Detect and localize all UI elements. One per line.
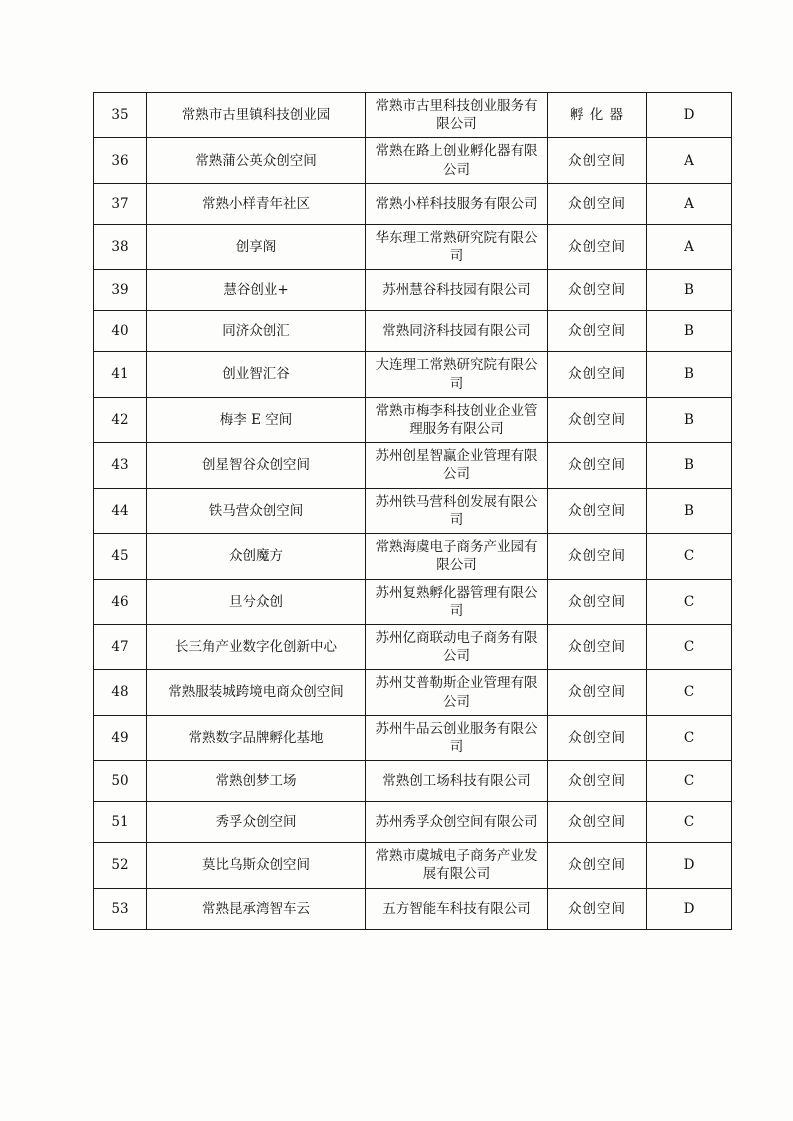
table-row bbox=[94, 761, 732, 802]
cell-grade: D bbox=[647, 888, 732, 929]
cell-name: 创星智谷众创空间 bbox=[147, 443, 366, 488]
cell-name: 慧谷创业+ bbox=[147, 270, 366, 311]
table-row bbox=[94, 443, 732, 488]
cell-organization: 常熟在路上创业孵化器有限公司 bbox=[366, 138, 548, 183]
cell-organization: 五方智能车科技有限公司 bbox=[366, 888, 548, 929]
cell-index: 44 bbox=[94, 488, 147, 533]
cell-name: 常熟昆承湾智车云 bbox=[147, 888, 366, 929]
cell-name: 常熟服装城跨境电商众创空间 bbox=[147, 670, 366, 715]
cell-name: 创业智汇谷 bbox=[147, 352, 366, 397]
cell-name: 梅李 E 空间 bbox=[147, 397, 366, 442]
cell-index: 51 bbox=[94, 802, 147, 843]
cell-index: 49 bbox=[94, 715, 147, 760]
cell-type: 众创空间 bbox=[548, 224, 647, 269]
cell-type: 众创空间 bbox=[548, 270, 647, 311]
cell-grade: C bbox=[647, 579, 732, 624]
cell-grade: B bbox=[647, 311, 732, 352]
cell-organization: 常熟海虞电子商务产业园有限公司 bbox=[366, 534, 548, 579]
cell-organization: 常熟小样科技服务有限公司 bbox=[366, 183, 548, 224]
cell-index: 50 bbox=[94, 761, 147, 802]
cell-name: 铁马营众创空间 bbox=[147, 488, 366, 533]
cell-grade: B bbox=[647, 352, 732, 397]
table-row bbox=[94, 624, 732, 669]
table-row bbox=[94, 843, 732, 888]
cell-index: 42 bbox=[94, 397, 147, 442]
cell-organization: 常熟市梅李科技创业企业管理服务有限公司 bbox=[366, 397, 548, 442]
cell-organization: 苏州牛品云创业服务有限公司 bbox=[366, 715, 548, 760]
cell-type: 众创空间 bbox=[548, 397, 647, 442]
cell-grade: C bbox=[647, 534, 732, 579]
table-row bbox=[94, 670, 732, 715]
table-row bbox=[94, 802, 732, 843]
cell-organization: 苏州亿商联动电子商务有限公司 bbox=[366, 624, 548, 669]
cell-grade: B bbox=[647, 443, 732, 488]
cell-type: 众创空间 bbox=[548, 624, 647, 669]
cell-type: 众创空间 bbox=[548, 802, 647, 843]
cell-grade: D bbox=[647, 93, 732, 138]
cell-type: 众创空间 bbox=[548, 670, 647, 715]
cell-index: 35 bbox=[94, 93, 147, 138]
cell-type: 众创空间 bbox=[548, 534, 647, 579]
cell-grade: B bbox=[647, 488, 732, 533]
cell-grade: D bbox=[647, 843, 732, 888]
incubator-list-table bbox=[93, 92, 732, 930]
cell-name: 同济众创汇 bbox=[147, 311, 366, 352]
cell-grade: C bbox=[647, 670, 732, 715]
cell-type: 孵 化 器 bbox=[548, 93, 647, 138]
table-row bbox=[94, 534, 732, 579]
cell-index: 48 bbox=[94, 670, 147, 715]
cell-type: 众创空间 bbox=[548, 579, 647, 624]
cell-index: 46 bbox=[94, 579, 147, 624]
cell-organization: 苏州艾普勒斯企业管理有限公司 bbox=[366, 670, 548, 715]
cell-type: 众创空间 bbox=[548, 761, 647, 802]
table-container bbox=[93, 92, 700, 930]
cell-name: 常熟创梦工场 bbox=[147, 761, 366, 802]
cell-grade: C bbox=[647, 761, 732, 802]
cell-name: 创享阁 bbox=[147, 224, 366, 269]
cell-organization: 苏州创星智赢企业管理有限公司 bbox=[366, 443, 548, 488]
cell-type: 众创空间 bbox=[548, 843, 647, 888]
cell-organization: 苏州复熟孵化器管理有限公司 bbox=[366, 579, 548, 624]
cell-type: 众创空间 bbox=[548, 888, 647, 929]
cell-index: 52 bbox=[94, 843, 147, 888]
table-row bbox=[94, 352, 732, 397]
cell-organization: 常熟同济科技园有限公司 bbox=[366, 311, 548, 352]
cell-name: 莫比乌斯众创空间 bbox=[147, 843, 366, 888]
cell-type: 众创空间 bbox=[548, 443, 647, 488]
table-row bbox=[94, 488, 732, 533]
cell-organization: 苏州铁马营科创发展有限公司 bbox=[366, 488, 548, 533]
cell-type: 众创空间 bbox=[548, 488, 647, 533]
cell-grade: B bbox=[647, 270, 732, 311]
cell-type: 众创空间 bbox=[548, 138, 647, 183]
table-row bbox=[94, 138, 732, 183]
cell-index: 37 bbox=[94, 183, 147, 224]
table-body bbox=[94, 93, 732, 930]
cell-organization: 华东理工常熟研究院有限公司 bbox=[366, 224, 548, 269]
table-row bbox=[94, 888, 732, 929]
cell-organization: 大连理工常熟研究院有限公司 bbox=[366, 352, 548, 397]
cell-name: 众创魔方 bbox=[147, 534, 366, 579]
cell-grade: B bbox=[647, 397, 732, 442]
cell-index: 39 bbox=[94, 270, 147, 311]
table-row bbox=[94, 579, 732, 624]
table-row bbox=[94, 93, 732, 138]
cell-grade: C bbox=[647, 715, 732, 760]
table-row bbox=[94, 270, 732, 311]
cell-type: 众创空间 bbox=[548, 311, 647, 352]
cell-name: 常熟数字品牌孵化基地 bbox=[147, 715, 366, 760]
cell-name: 旦兮众创 bbox=[147, 579, 366, 624]
cell-organization: 常熟市虞城电子商务产业发展有限公司 bbox=[366, 843, 548, 888]
cell-organization: 苏州慧谷科技园有限公司 bbox=[366, 270, 548, 311]
cell-name: 常熟小样青年社区 bbox=[147, 183, 366, 224]
cell-grade: C bbox=[647, 624, 732, 669]
table-row bbox=[94, 715, 732, 760]
cell-name: 秀孚众创空间 bbox=[147, 802, 366, 843]
cell-grade: A bbox=[647, 138, 732, 183]
cell-name: 长三角产业数字化创新中心 bbox=[147, 624, 366, 669]
cell-index: 43 bbox=[94, 443, 147, 488]
cell-organization: 苏州秀孚众创空间有限公司 bbox=[366, 802, 548, 843]
cell-type: 众创空间 bbox=[548, 183, 647, 224]
cell-index: 40 bbox=[94, 311, 147, 352]
cell-grade: C bbox=[647, 802, 732, 843]
cell-type: 众创空间 bbox=[548, 352, 647, 397]
table-row bbox=[94, 183, 732, 224]
cell-index: 47 bbox=[94, 624, 147, 669]
table-row bbox=[94, 311, 732, 352]
cell-organization: 常熟市古里科技创业服务有限公司 bbox=[366, 93, 548, 138]
cell-index: 38 bbox=[94, 224, 147, 269]
cell-name: 常熟市古里镇科技创业园 bbox=[147, 93, 366, 138]
table-row bbox=[94, 224, 732, 269]
cell-name: 常熟蒲公英众创空间 bbox=[147, 138, 366, 183]
cell-type: 众创空间 bbox=[548, 715, 647, 760]
cell-index: 45 bbox=[94, 534, 147, 579]
cell-index: 53 bbox=[94, 888, 147, 929]
cell-index: 36 bbox=[94, 138, 147, 183]
cell-index: 41 bbox=[94, 352, 147, 397]
cell-grade: A bbox=[647, 224, 732, 269]
cell-grade: A bbox=[647, 183, 732, 224]
table-row bbox=[94, 397, 732, 442]
cell-organization: 常熟创工场科技有限公司 bbox=[366, 761, 548, 802]
